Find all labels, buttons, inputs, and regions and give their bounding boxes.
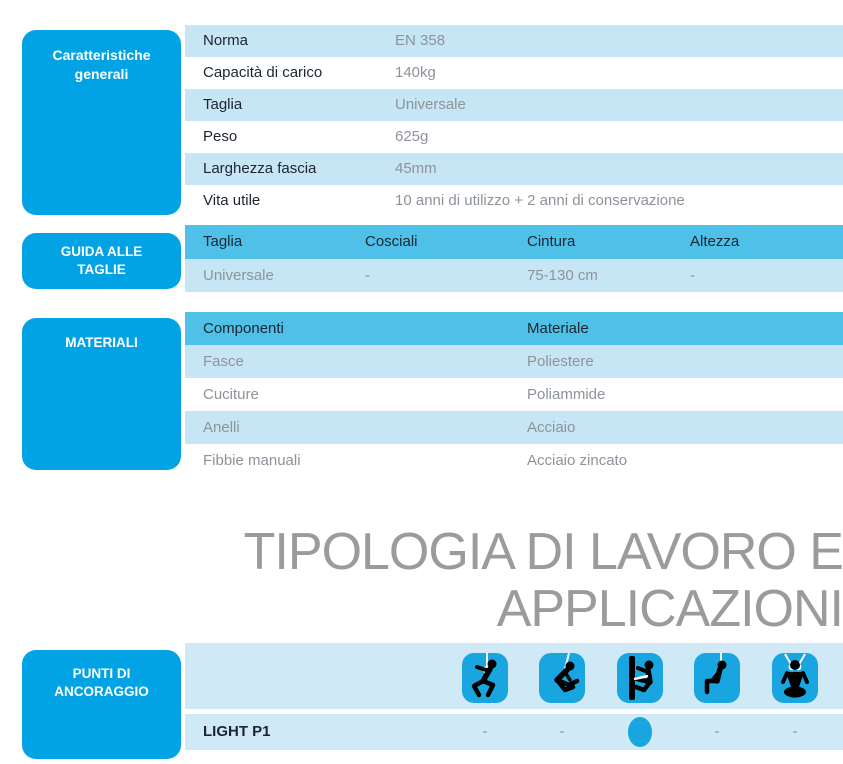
- row-label: Norma: [203, 32, 249, 49]
- cell-value: 75-130 cm: [527, 267, 598, 284]
- material-name: Acciaio zincato: [527, 452, 628, 469]
- row-label: Larghezza fascia: [203, 160, 317, 177]
- anchor-cell: -: [559, 723, 565, 740]
- row-value: 10 anni di utilizzo + 2 anni di conservazione: [395, 192, 685, 209]
- table-row: [185, 185, 843, 217]
- section-title-work-types: [0, 524, 843, 638]
- column-header: Materiale: [527, 320, 589, 337]
- material-name: Acciaio: [527, 419, 576, 436]
- cell-value: -: [690, 267, 695, 284]
- row-value: 45mm: [395, 160, 437, 177]
- seated-suspension-icon: [694, 653, 740, 703]
- row-value: 625g: [395, 128, 429, 145]
- column-header: Cosciali: [365, 233, 418, 250]
- row-label: Peso: [203, 128, 238, 145]
- materials-table: [185, 312, 843, 477]
- material-name: Poliammide: [527, 386, 606, 403]
- table-row: [185, 444, 843, 477]
- sidebar-label-line2: generali: [74, 66, 129, 82]
- general-characteristics-table: [185, 25, 843, 217]
- anchor-cell: -: [792, 723, 798, 740]
- sidebar-anchor-points: [22, 650, 181, 759]
- table-row: [185, 57, 843, 89]
- cell-value: Universale: [203, 267, 274, 284]
- sidebar-size-guide: [22, 233, 181, 289]
- anchor-points-icons-row: [185, 643, 843, 709]
- sidebar-label-line2: TAGLIE: [77, 262, 126, 277]
- sidebar-label-line1: PUNTI DI: [72, 666, 131, 681]
- product-row-light-p1: [185, 714, 843, 750]
- suspension-icon: [539, 653, 585, 703]
- row-label: Taglia: [203, 96, 243, 113]
- sidebar-label-line1: GUIDA ALLE: [60, 244, 143, 259]
- row-label: Capacità di carico: [203, 64, 323, 81]
- table-header-row: [185, 225, 843, 259]
- anchor-cell: -: [482, 723, 488, 740]
- material-name: Poliestere: [527, 353, 594, 370]
- work-positioning-icon: [617, 653, 663, 703]
- title-line1: TIPOLOGIA DI LAVORO E: [243, 523, 843, 581]
- table-row: [185, 411, 843, 444]
- row-value: 140kg: [395, 64, 436, 81]
- column-header: Taglia: [203, 233, 243, 250]
- row-label: Vita utile: [203, 192, 261, 209]
- component-name: Anelli: [203, 419, 240, 436]
- size-guide-table: [185, 225, 843, 292]
- table-row: [185, 89, 843, 121]
- sidebar-general-characteristics: [22, 30, 181, 215]
- table-row: [185, 153, 843, 185]
- table-row: [185, 121, 843, 153]
- anchor-dot-indicator: [628, 717, 652, 747]
- row-value: EN 358: [395, 32, 446, 49]
- fall-arrest-icon: [462, 653, 508, 703]
- component-name: Cuciture: [203, 386, 259, 403]
- row-value: Universale: [395, 96, 466, 113]
- column-header: Componenti: [203, 320, 284, 337]
- table-header-row: [185, 312, 843, 345]
- table-row: [185, 259, 843, 292]
- table-row: [185, 25, 843, 57]
- table-row: [185, 378, 843, 411]
- component-name: Fasce: [203, 353, 244, 370]
- column-header: Altezza: [690, 233, 740, 250]
- sidebar-label: MATERIALI: [65, 335, 138, 350]
- column-header: Cintura: [527, 233, 576, 250]
- rescue-spreader-icon: [772, 653, 818, 703]
- cell-value: -: [365, 267, 370, 284]
- sidebar-label-line1: Caratteristiche: [52, 47, 151, 63]
- component-name: Fibbie manuali: [203, 452, 301, 469]
- sidebar-materials: [22, 318, 181, 470]
- title-line2: APPLICAZIONI: [496, 580, 843, 638]
- product-name: LIGHT P1: [203, 723, 271, 740]
- anchor-cell: -: [714, 723, 720, 740]
- table-row: [185, 345, 843, 378]
- sidebar-label-line2: ANCORAGGIO: [54, 684, 149, 699]
